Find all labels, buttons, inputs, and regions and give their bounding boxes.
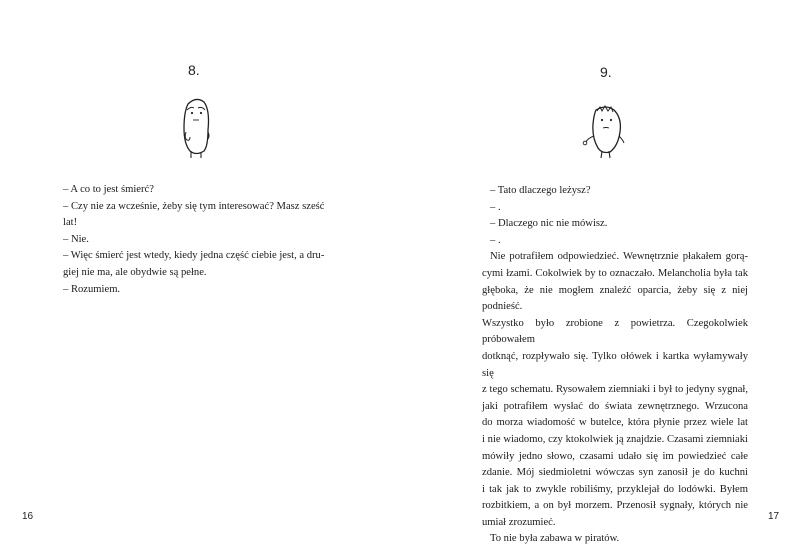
text-line: lat! xyxy=(63,217,78,229)
left-page xyxy=(0,0,400,539)
text-line: – A co to jest śmierć? xyxy=(63,184,154,195)
paragraph-line: Nie potrafiłem odpowiedzieć. Wewnętrznie płakałem gorą- xyxy=(490,251,748,263)
chapter-number: 9. xyxy=(600,64,612,80)
paragraph-line: rozbitkiem, a on był morzem. Przenosił sygnały, których nie xyxy=(482,500,748,512)
text-line: – Więc śmierć jest wtedy, kiedy jedna część ciebie jest, a dru- xyxy=(63,250,325,262)
paragraph-line: mówiły jedno słowo, czasami udało się im powiedzieć całe xyxy=(482,450,748,462)
paragraph-line: i tak jak to zwykle robiliśmy, przyklejał do lodówki. Byłem xyxy=(482,483,748,495)
dialogue-line: – . xyxy=(490,234,501,246)
paragraph-line: zdanie. Mój siedmioletni wówczas syn zanosił je do kuchni xyxy=(482,467,748,479)
dialogue-line: – . xyxy=(490,201,501,213)
paragraph-line: dotknąć, rozpływało się. Tylko ołówek i kartka wyłamywały się xyxy=(482,350,748,379)
dialogue-line: – Tato dlaczego leżysz? xyxy=(490,185,591,196)
dialogue-line: – Dlaczego nic nie mówisz. xyxy=(490,218,608,230)
chapter-number: 8. xyxy=(188,62,200,78)
page-number: 16 xyxy=(22,511,34,522)
closing-line: To nie była zabawa w piratów. xyxy=(490,533,620,545)
paragraph-line: jaki potrafiłem wysłać do świata zewnętrznego. Wrzucona xyxy=(482,400,748,412)
text-line: – Rozumiem. xyxy=(63,283,121,295)
dialogue-block xyxy=(63,182,333,298)
text-line: giej nie ma, ale obydwie są pełne. xyxy=(63,266,207,278)
paragraph-line: umiał zrozumieć. xyxy=(482,516,556,528)
round-potato-figure-icon xyxy=(582,102,630,160)
page-number: 17 xyxy=(768,511,780,522)
paragraph-line: cymi łzami. Cokolwiek by to oznaczało. Melancholia była tak xyxy=(482,267,748,279)
potato-figure-icon xyxy=(178,96,214,160)
paragraph-line: do morza wiadomość w butelce, która płynie przez wiele lat xyxy=(482,417,748,429)
paragraph-line: Wszystko było zrobione z powietrza. Czegokolwiek próbowałem xyxy=(482,317,748,346)
text-line: – Nie. xyxy=(63,233,89,245)
paragraph-line: głęboka, że nie mogłem znaleźć oparcia, żeby się z niej podnieść. xyxy=(482,284,748,313)
paragraph-line: z tego schematu. Rysowałem ziemniaki i był to jedyny sygnał, xyxy=(482,384,748,396)
paragraph-line: i nie wiadomo, czy ktokolwiek ją znajdzie. Czasami ziemniaki xyxy=(482,433,748,445)
chapter-text xyxy=(482,183,748,548)
text-line: – Czy nie za wcześnie, żeby się tym interesować? Masz sześć xyxy=(63,200,325,212)
right-page xyxy=(400,0,800,545)
